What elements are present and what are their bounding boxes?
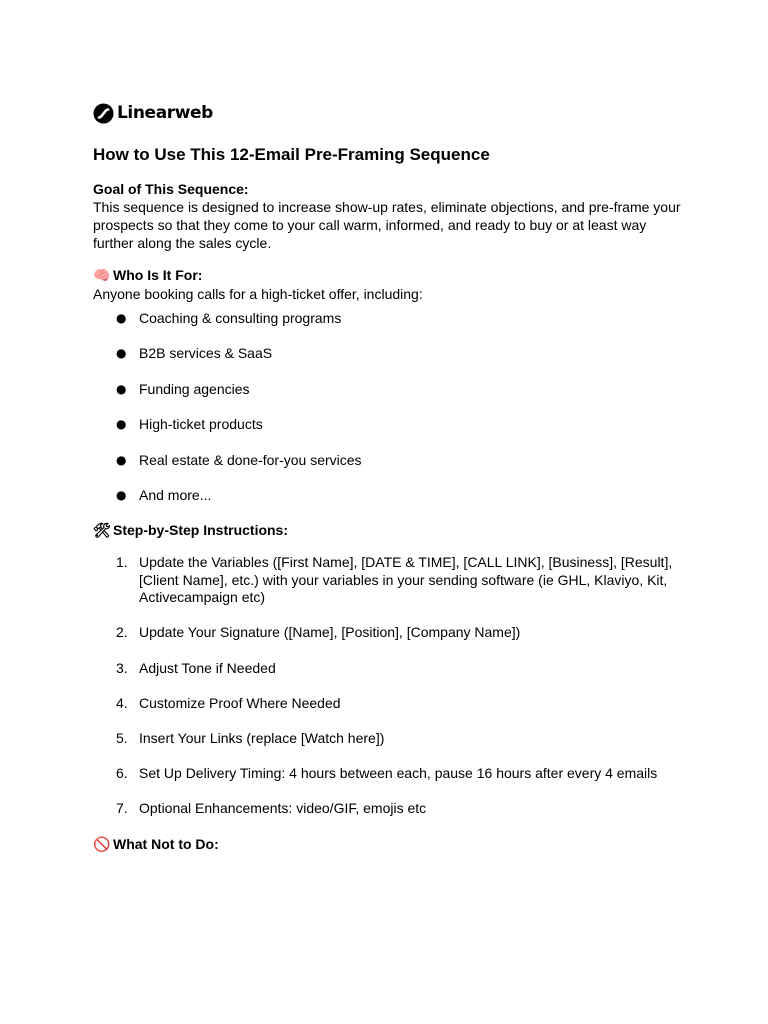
- bullet-icon: ●: [116, 311, 127, 325]
- not-do-section: [93, 835, 683, 854]
- list-item: 2. Update Your Signature ([Name], [Position], [Company Name]): [116, 624, 521, 641]
- goal-section: [93, 180, 683, 252]
- not-do-heading-line: [93, 835, 683, 854]
- list-item: 1. Update the Variables ([First Name], [DATE & TIME], [CALL LINK], [Business], [Result], [Client Name], etc.) with your variables in your sending software (ie GHL, Klaviyo, Kit, Activecampaign etc): [116, 554, 673, 606]
- document-page: [93, 100, 683, 854]
- steps-heading: Step-by-Step Instructions:: [113, 522, 289, 539]
- list-item: ● Funding agencies: [116, 380, 250, 397]
- brain-icon: 🧠: [93, 268, 111, 284]
- logo-wordmark: Linearweb: [117, 103, 213, 123]
- linearweb-logo-icon: [93, 103, 114, 124]
- list-item: 7. Optional Enhancements: video/GIF, emojis etc: [116, 799, 427, 816]
- tools-icon: 🛠: [93, 523, 111, 540]
- list-item: 6. Set Up Delivery Timing: 4 hours between each, pause 16 hours after every 4 emails: [116, 764, 658, 781]
- who-section: [93, 266, 683, 504]
- goal-body: This sequence is designed to increase show-up rates, eliminate objections, and pre-frame your prospects so that they come to your call warm, informed, and ready to buy or at least way further along the sales cycle.: [93, 199, 681, 251]
- steps-heading-line: [93, 521, 683, 540]
- goal-heading: Goal of This Sequence:: [93, 181, 249, 197]
- list-item: ● And more...: [116, 486, 212, 503]
- not-do-heading: What Not to Do:: [113, 836, 219, 852]
- document-title: How to Use This 12-Email Pre-Framing Sequence: [93, 145, 490, 164]
- who-heading-line: [93, 266, 683, 285]
- steps-section: [93, 521, 683, 817]
- bullet-icon: ●: [116, 346, 127, 361]
- bullet-icon: ●: [116, 381, 127, 396]
- list-item: ● Coaching & consulting programs: [116, 310, 342, 326]
- audience-list: [93, 309, 683, 504]
- list-item: 4. Customize Proof Where Needed: [116, 694, 341, 711]
- who-intro: Anyone booking calls for a high-ticket offer, including:: [93, 286, 423, 302]
- steps-list: [93, 554, 683, 817]
- bullet-icon: ●: [116, 417, 127, 432]
- linearweb-logo: [93, 100, 683, 126]
- list-item: ● B2B services & SaaS: [116, 345, 273, 362]
- prohibited-icon: 🚫: [93, 837, 111, 853]
- list-item: 5. Insert Your Links (replace [Watch here]): [116, 729, 385, 746]
- list-item: ● High-ticket products: [116, 416, 263, 433]
- bullet-icon: ●: [116, 452, 127, 467]
- bullet-icon: ●: [116, 487, 127, 502]
- who-heading: Who Is It For:: [113, 267, 203, 283]
- list-item: 3. Adjust Tone if Needed: [116, 659, 276, 676]
- list-item: ● Real estate & done-for-you services: [116, 451, 362, 468]
